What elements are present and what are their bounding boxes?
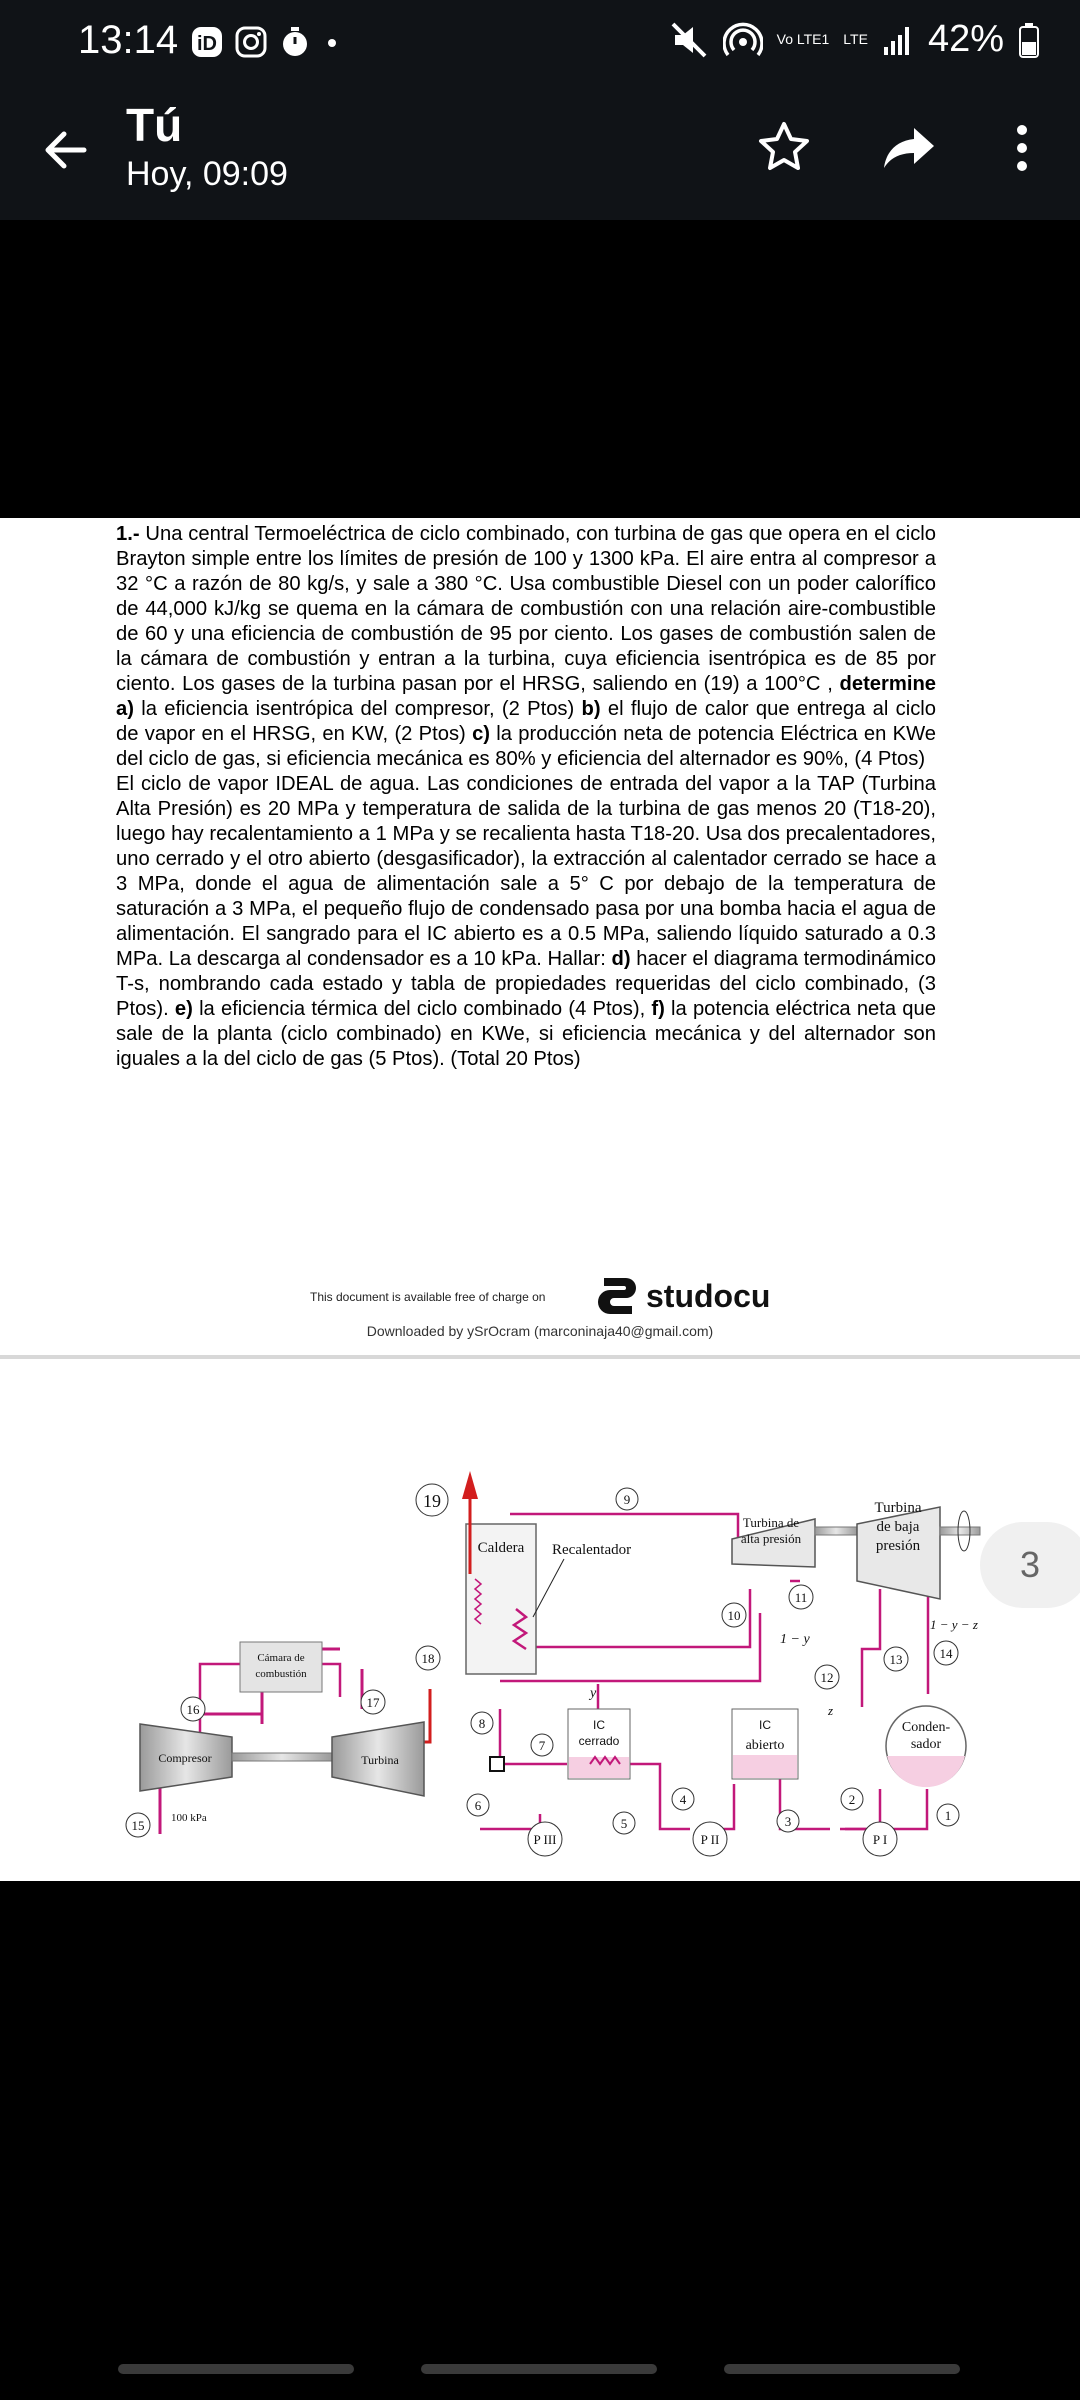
svg-text:12: 12 [820, 1670, 834, 1685]
combustion-chamber [240, 1642, 322, 1692]
lp-turbine-label-3: presión [875, 1538, 921, 1554]
state-3 [777, 1810, 799, 1832]
mute-icon [669, 20, 709, 60]
flow-z: z [828, 1703, 834, 1718]
svg-text:1: 1 [944, 1808, 952, 1823]
svg-text:4: 4 [679, 1792, 687, 1807]
flow-y: y [590, 1686, 597, 1701]
state-9 [616, 1488, 638, 1510]
lp-turbine-label-2: de baja [876, 1519, 920, 1535]
status-time: 13:14 [78, 18, 179, 62]
state-6 [467, 1794, 489, 1816]
lte-indicator: LTE [843, 31, 868, 47]
condenser-label-2: sador [910, 1737, 942, 1752]
svg-text:iD: iD [197, 33, 217, 55]
svg-text:17: 17 [366, 1695, 380, 1710]
app-notification-icon [190, 25, 224, 59]
state-19 [416, 1484, 448, 1516]
svg-text:6: 6 [474, 1798, 482, 1813]
svg-text:3: 3 [784, 1814, 792, 1829]
notification-icons [190, 22, 342, 62]
flow-one-minus-y-z: 1 − y − z [930, 1617, 978, 1632]
state-5 [613, 1812, 635, 1834]
svg-text:16: 16 [186, 1702, 200, 1717]
hp-turbine-label-1: Turbina de [742, 1515, 800, 1530]
svg-text:13: 13 [889, 1652, 903, 1667]
studocu-logo [596, 1274, 770, 1318]
state-4 [672, 1788, 694, 1810]
hotspot-icon [723, 20, 763, 60]
message-date: Hoy, 09:09 [126, 155, 288, 193]
timer-icon [278, 25, 312, 59]
state-10 [722, 1603, 746, 1627]
volte-indicator: Vo LTE1 [776, 31, 830, 47]
status-bar [0, 0, 1080, 90]
state-15 [126, 1813, 150, 1837]
state-1 [937, 1804, 959, 1826]
conversation-title: Tú [126, 99, 183, 151]
svg-text:2: 2 [848, 1792, 856, 1807]
closed-fwh-label-2: cerrado [578, 1734, 620, 1748]
reheater-label: Recalentador [552, 1542, 632, 1558]
state-2 [841, 1788, 863, 1810]
flow-one-minus-y: 1 − y [780, 1632, 810, 1647]
nav-recents[interactable] [118, 2364, 354, 2374]
lp-turbine-label-1: Turbina [874, 1500, 922, 1516]
pump-2-label: P II [700, 1832, 720, 1847]
instagram-icon [234, 25, 268, 59]
svg-text:10: 10 [727, 1608, 741, 1623]
star-icon[interactable] [754, 118, 814, 178]
chamber-label-2: combustión [255, 1668, 307, 1680]
hp-turbine-label-2: alta presión [740, 1531, 802, 1546]
nav-home[interactable] [421, 2364, 657, 2374]
state-17 [361, 1690, 385, 1714]
state-13 [884, 1647, 908, 1671]
page-number-badge[interactable]: 3 [980, 1522, 1080, 1608]
svg-text:7: 7 [538, 1738, 546, 1753]
dot-icon [322, 25, 342, 59]
svg-text:19: 19 [423, 1491, 441, 1511]
state-16 [181, 1697, 205, 1721]
pump-3-label: P III [533, 1832, 557, 1847]
svg-text:9: 9 [623, 1492, 631, 1507]
open-fwh-label-2: abierto [745, 1738, 785, 1753]
svg-text:5: 5 [620, 1816, 628, 1831]
problem-statement: 1.- Una central Termoeléctrica de ciclo combinado, con turbina de gas que opera en el ciclo Brayton simple entre los límites de presión de 100 y 1300 kPa. El aire entra al compresor a 32 °C a razón de 80 kg/s, y sale a 380 °C. Usa combustible Diesel con un poder calorífico de 44,000 kJ/kg se quema en la cámara de combustión con una relación aire-combustible de 60 y una eficiencia de combustión de 95 por ciento. Los gases de combustión salen de la cámara de combustión y entran a la turbina, cuya eficiencia isentrópica es de 85 por ciento. Los gases de la turbina pasan por el HRSG, saliendo en (19) a 100°C , determine a) la eficiencia isentrópica del compresor, (2 Ptos) b) el flujo de calor que entrega al ciclo de vapor en el HRSG, en KW, (2 Ptos) c) la producción neta de potencia Eléctrica en KWe del ciclo de gas, si eficiencia mecánica es 80% y eficiencia del alternador es 90%, (4 Ptos) El ciclo de vapor IDEAL de agua. Las condiciones de entrada del vapor a la TAP (Turbina Alta Presión) es 20 MPa y temperatura de salida de la turbina de gas menos 20 (T18-20), luego hay recalentamiento a 1 MPa y se recalienta hasta T18-20. Usa dos precalentadores, uno cerrado y el otro abierto (desgasificador), la extracción al calentador cerrado se hace a 3 MPa, donde el agua de alimentación sale a 5° C por debajo de la temperatura de saturación a 3 MPa, el pequeño flujo de condensado pasa por una bomba hacia el agua de alimentación. El sangrado para el IC abierto es a 0.5 MPa, saliendo líquido saturado a 0.3 MPa. La descarga al condensador es a 10 kPa. Hallar: d) hacer el diagrama termodinámico T-s, nombrando cada estado y tabla de propiedades requeridas del ciclo combinado, (3 Ptos). e) la eficiencia térmica del ciclo combinado (4 Ptos), f) la potencia eléctrica neta que sale de la planta (ciclo combinado) en KWe, si eficiencia mecánica y del alternador son iguales a la del ciclo de gas (5 Ptos). (Total 20 Ptos) [116, 523, 937, 1070]
svg-text:15: 15 [131, 1818, 145, 1833]
state-8 [471, 1712, 493, 1734]
chamber-label-1: Cámara de [257, 1652, 305, 1664]
gas-turbine-label: Turbina [361, 1753, 399, 1767]
app-bar [0, 90, 1080, 220]
back-arrow-icon[interactable] [40, 125, 90, 175]
closed-fwh-label-1: IC [593, 1718, 605, 1732]
svg-text:18: 18 [421, 1651, 435, 1666]
state-12 [815, 1665, 839, 1689]
open-fwh-label-1: IC [759, 1718, 771, 1732]
nav-back[interactable] [724, 2364, 960, 2374]
boiler-label: Caldera [477, 1540, 525, 1556]
svg-text:11: 11 [794, 1590, 808, 1605]
navigation-bar [0, 2340, 1080, 2400]
compressor-label: Compresor [158, 1751, 212, 1765]
studocu-icon [596, 1274, 640, 1318]
battery-percent: 42% [927, 18, 1004, 60]
share-icon[interactable] [880, 118, 940, 178]
studocu-brand: studocu [646, 1277, 771, 1314]
state-14 [934, 1641, 958, 1665]
combined-cycle-diagram [0, 1359, 1080, 1881]
document-page [0, 518, 1080, 1355]
signal-icon [882, 23, 914, 57]
more-vert-icon[interactable] [992, 118, 1052, 178]
inlet-pressure-label: 100 kPa [171, 1812, 207, 1824]
downloaded-by: Downloaded by ySrOcram (marconinaja40@gmail.com) [366, 1323, 714, 1339]
pump-1-label: P I [872, 1832, 888, 1847]
status-right [669, 18, 1040, 61]
condenser-label-1: Conden- [901, 1720, 951, 1735]
state-7 [531, 1734, 553, 1756]
availability-note: This document is available free of charge on [310, 1290, 546, 1304]
svg-text:14: 14 [939, 1646, 953, 1661]
battery-icon [1018, 22, 1040, 58]
svg-text:8: 8 [478, 1716, 486, 1731]
state-18 [416, 1646, 440, 1670]
document-page-2 [0, 1359, 1080, 1881]
state-11 [789, 1585, 813, 1609]
